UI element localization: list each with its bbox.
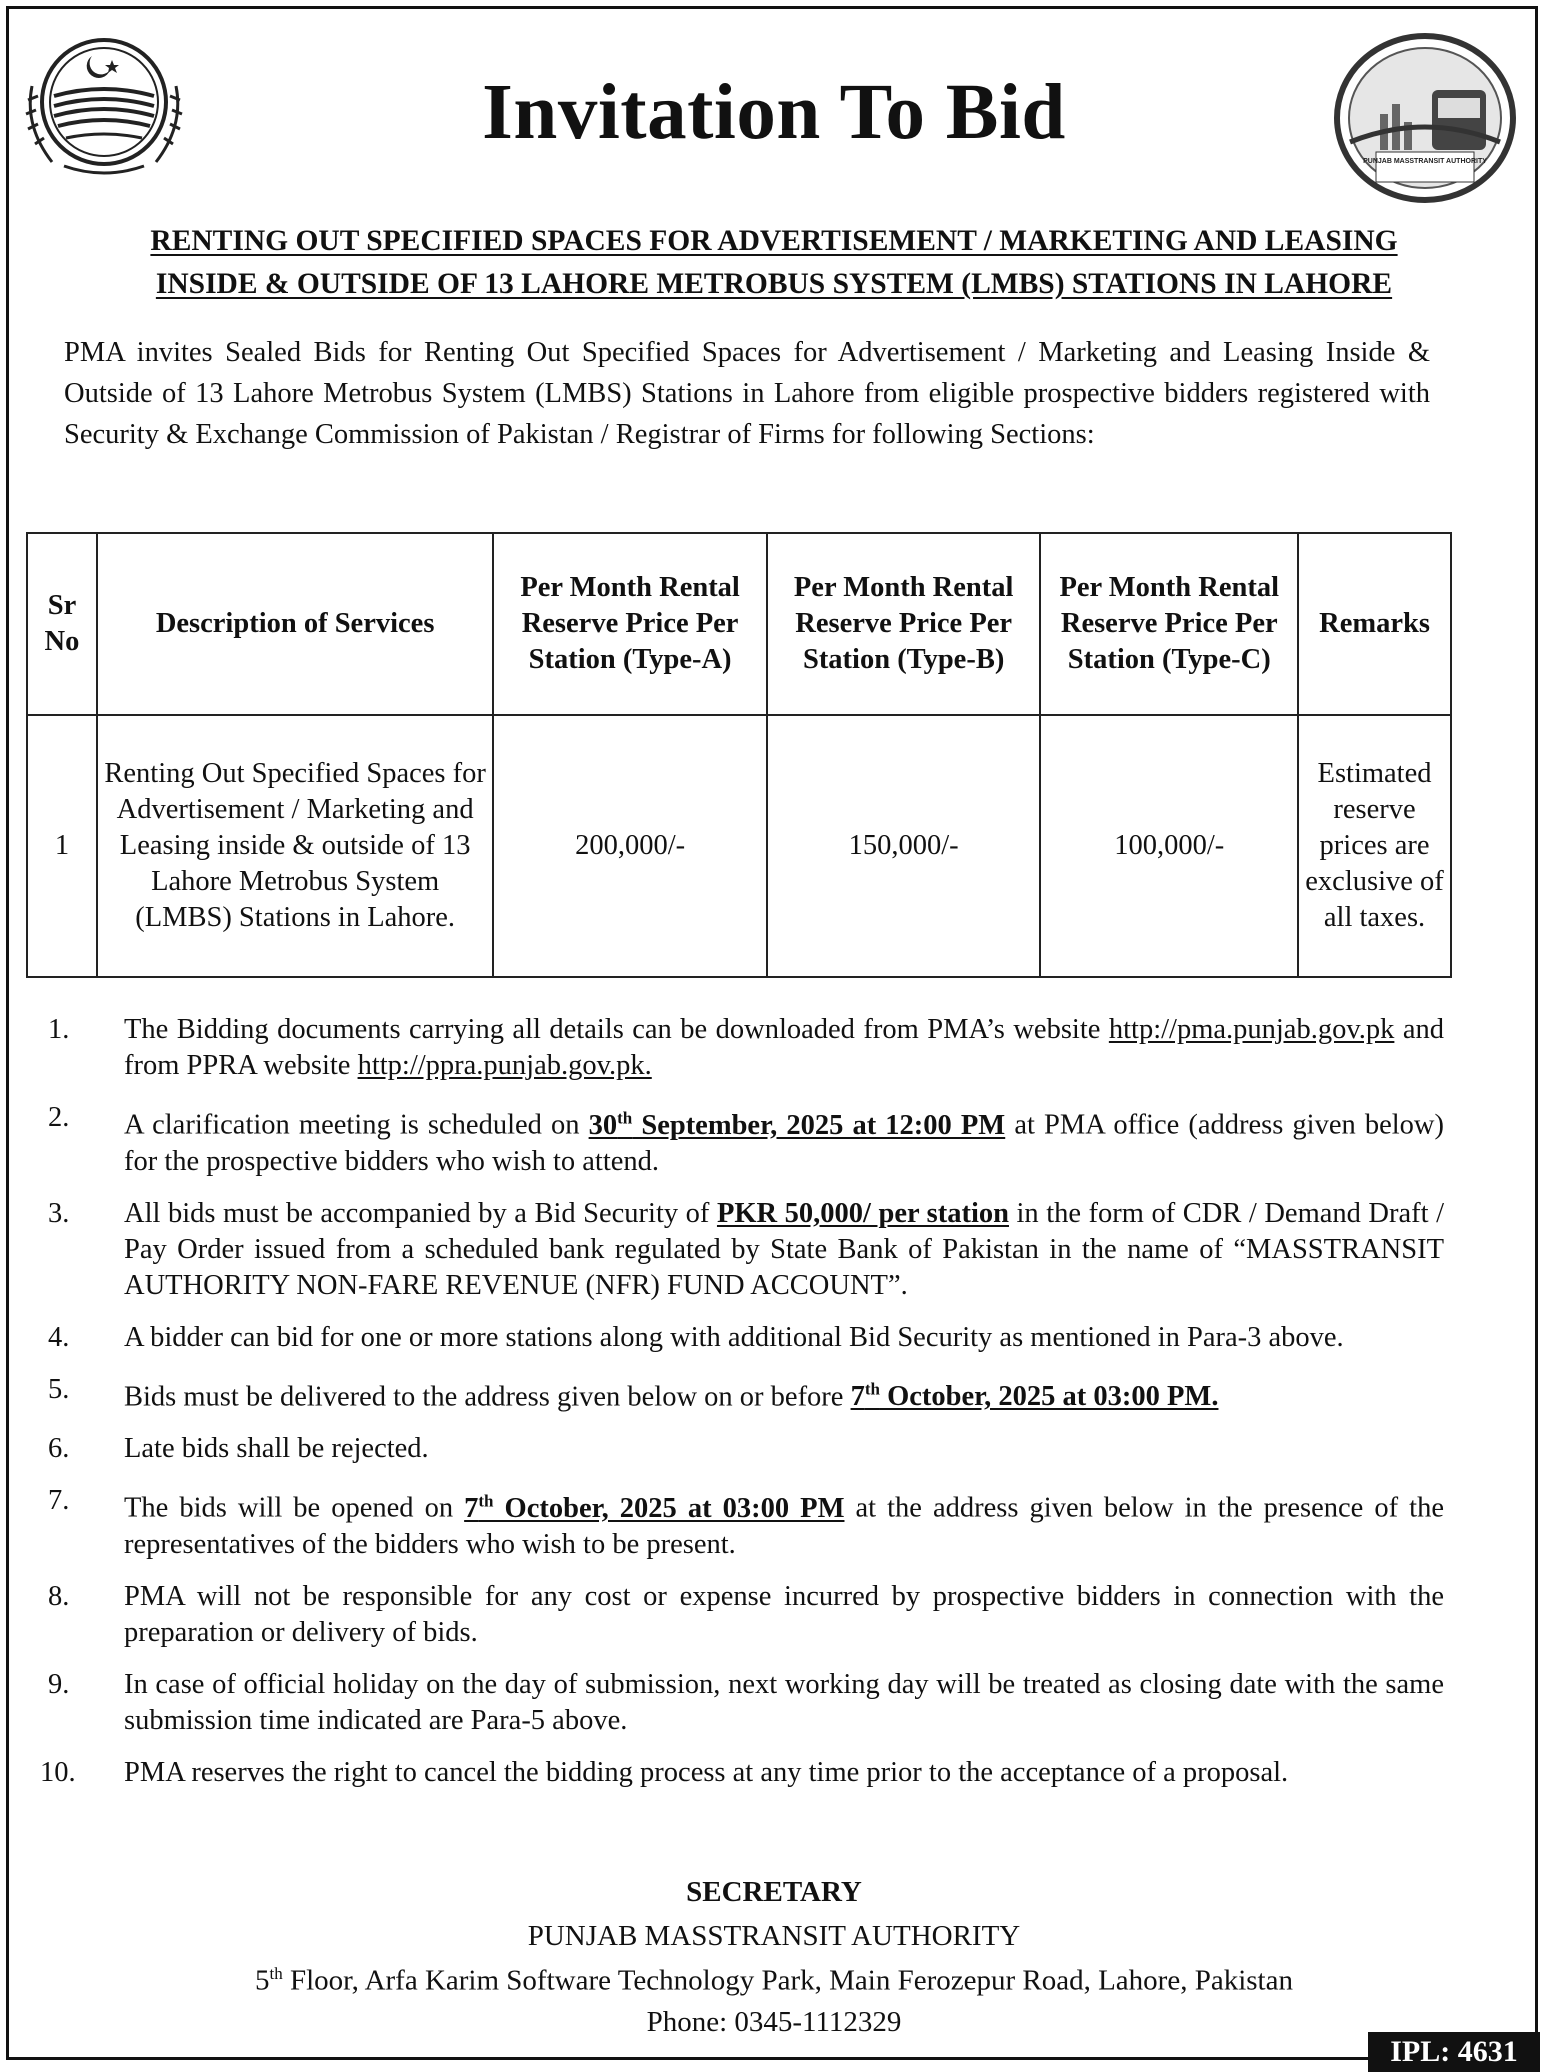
cell-type-c: 100,000/- bbox=[1040, 715, 1298, 977]
list-item bbox=[34, 1667, 1444, 1739]
pma-website-link[interactable]: http://pma.punjab.gov.pk bbox=[1108, 1014, 1395, 1045]
cell-sr-no: 1 bbox=[27, 715, 97, 977]
item-text: PMA will not be responsible for any cost or expense incurred by prospective bidders in connection with the preparation or delivery of bids. bbox=[124, 1580, 1444, 1648]
item-number: 8. bbox=[48, 1580, 70, 1612]
clarification-meeting-date: 30th September, 2025 at 12:00 PM bbox=[588, 1108, 1006, 1141]
item-text: Bids must be delivered to the address given below on or before bbox=[124, 1381, 851, 1412]
header-remarks: Remarks bbox=[1298, 533, 1451, 715]
item-text: The bids will be opened on bbox=[124, 1492, 465, 1524]
item-text: at the address given below in the presence of the representatives of the bidders who wish to be present. bbox=[124, 1492, 1444, 1560]
cell-type-a: 200,000/- bbox=[493, 715, 767, 977]
list-item bbox=[34, 1012, 1444, 1084]
header-type-a: Per Month Rental Reserve Price Per Station (Type-A) bbox=[493, 533, 767, 715]
item-text: The Bidding documents carrying all details can be downloaded from PMA’s website bbox=[124, 1014, 1109, 1045]
item-number: 2. bbox=[48, 1102, 70, 1133]
list-item bbox=[34, 1320, 1444, 1356]
bid-opening-date: 7th October, 2025 at 03:00 PM bbox=[464, 1491, 845, 1524]
footer-organization: PUNJAB MASSTRANSIT AUTHORITY bbox=[527, 1920, 1021, 1952]
item-number: 10. bbox=[40, 1756, 76, 1788]
ipl-badge: IPL: 4631 bbox=[1368, 2032, 1540, 2072]
table-header-row bbox=[27, 533, 1451, 715]
item-text: PMA reserves the right to cancel the bidding process at any time prior to the acceptance of a proposal. bbox=[124, 1756, 1289, 1788]
header-sr-no: Sr No bbox=[27, 533, 97, 715]
item-text: and from PPRA website bbox=[124, 1014, 1444, 1081]
list-item bbox=[34, 1196, 1444, 1304]
item-text: In case of official holiday on the day of submission, next working day will be treated as closing date with the same submission time indicated are Para-5 above. bbox=[124, 1668, 1444, 1736]
list-item bbox=[34, 1483, 1444, 1563]
item-number: 6. bbox=[48, 1433, 70, 1464]
item-text: in the form of CDR / Demand Draft / Pay Order issued from a scheduled bank regulated by State Bank of Pakistan in the name of “MASSTRANSIT AUTHORITY NON-FARE REVENUE (NFR) FUND ACCOUNT”. bbox=[124, 1197, 1445, 1301]
item-text: All bids must be accompanied by a Bid Security of bbox=[124, 1197, 717, 1229]
item-text: at PMA office (address given below) for the prospective bidders who wish to attend. bbox=[124, 1109, 1444, 1177]
cell-description: Renting Out Specified Spaces for Advertisement / Marketing and Leasing inside & outside of 13 Lahore Metrobus System (LMBS) Stations in Lahore. bbox=[97, 715, 493, 977]
subheading-line-1: RENTING OUT SPECIFIED SPACES FOR ADVERTISEMENT / MARKETING AND LEASING bbox=[150, 225, 1398, 257]
item-text: Late bids shall be rejected. bbox=[124, 1433, 429, 1464]
cell-type-b: 150,000/- bbox=[767, 715, 1041, 977]
footer-phone: Phone: 0345-1112329 bbox=[646, 2006, 902, 2038]
submission-deadline: 7th October, 2025 at 03:00 PM. bbox=[850, 1379, 1219, 1412]
item-number: 1. bbox=[48, 1014, 70, 1045]
list-item bbox=[34, 1579, 1444, 1651]
item-number: 7. bbox=[48, 1485, 70, 1516]
cell-remarks: Estimated reserve prices are exclusive of all taxes. bbox=[1298, 715, 1451, 977]
item-number: 3. bbox=[48, 1197, 70, 1229]
footer-address: 5th Floor, Arfa Karim Software Technology Park, Main Ferozepur Road, Lahore, Pakistan bbox=[255, 1964, 1293, 1997]
footer-designation: SECRETARY bbox=[686, 1876, 862, 1908]
list-item bbox=[34, 1100, 1444, 1180]
header-type-b: Per Month Rental Reserve Price Per Station (Type-B) bbox=[767, 533, 1041, 715]
ppra-website-link[interactable]: http://ppra.punjab.gov.pk. bbox=[357, 1050, 652, 1081]
intro-paragraph: PMA invites Sealed Bids for Renting Out Specified Spaces for Advertisement / Marketing and Leasing Inside & Outside of 13 Lahore Metrobus System (LMBS) Stations in Lahore from eligible prospective bidders registered with Security & Exchange Commission of Pakistan / Registrar of Firms for following Sections: bbox=[64, 337, 1430, 450]
page-title: Invitation To Bid bbox=[482, 69, 1066, 156]
terms-list bbox=[34, 1012, 1444, 1791]
item-number: 4. bbox=[48, 1321, 70, 1353]
subheading-line-2: INSIDE & OUTSIDE OF 13 LAHORE METROBUS SYSTEM (LMBS) STATIONS IN LAHORE bbox=[155, 268, 1393, 300]
pma-logo-text: PUNJAB MASSTRANSIT AUTHORITY bbox=[1363, 158, 1487, 165]
item-number: 9. bbox=[48, 1668, 70, 1700]
bid-table bbox=[26, 532, 1452, 978]
header-description: Description of Services bbox=[97, 533, 493, 715]
bid-security-amount: PKR 50,000/ per station bbox=[716, 1197, 1009, 1229]
table-row bbox=[27, 715, 1451, 977]
list-item bbox=[34, 1755, 1444, 1791]
item-text: A clarification meeting is scheduled on bbox=[124, 1109, 589, 1141]
item-text: A bidder can bid for one or more stations along with additional Bid Security as mentioned in Para-3 above. bbox=[124, 1321, 1344, 1353]
header-type-c: Per Month Rental Reserve Price Per Station (Type-C) bbox=[1040, 533, 1298, 715]
item-number: 5. bbox=[48, 1373, 70, 1405]
list-item bbox=[34, 1431, 1444, 1467]
list-item bbox=[34, 1372, 1444, 1416]
